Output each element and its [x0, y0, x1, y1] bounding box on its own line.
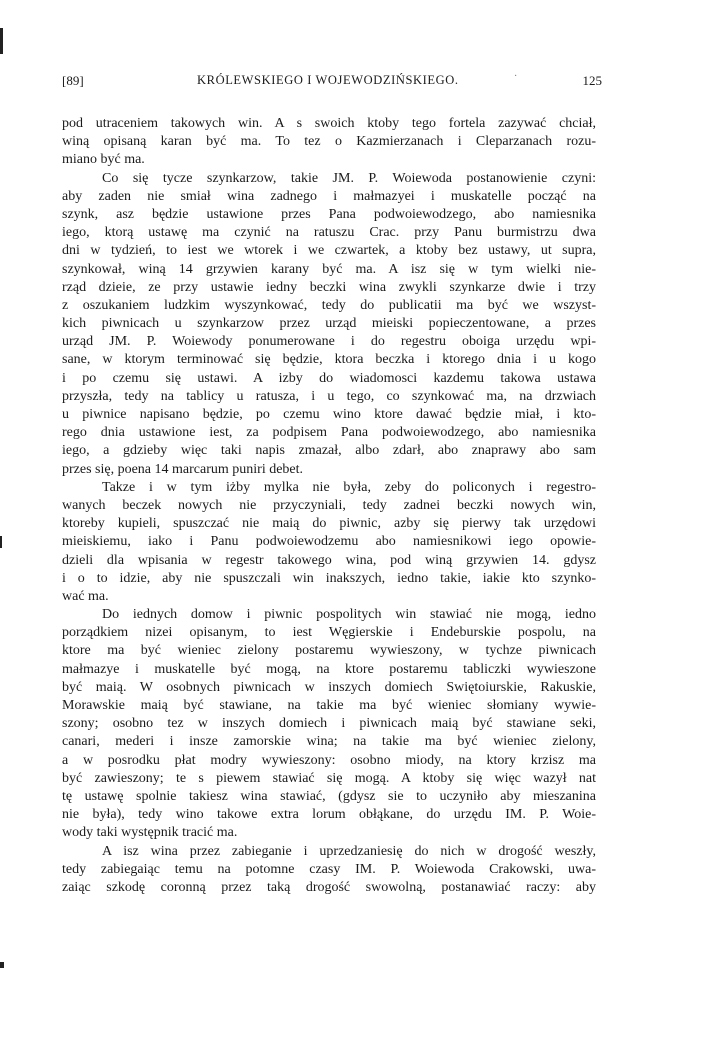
page-number: 125 — [582, 73, 602, 88]
text-line: urząd JM. P. Woiewody ponumerowane i do regestru oboiga urzędu wpi- — [62, 334, 596, 350]
text-line: Morawskie maią być stawiane, na takie ma być wieniec słomiany wywie- — [62, 698, 596, 713]
text-line: tę ustawę spolnie takiesz wina stawiać, (gdysz sie to uczyniło aby mieszanina — [62, 788, 596, 804]
text-line: przes się, poena 14 marcarum puniri debet. — [62, 461, 304, 477]
header-dot: · — [514, 71, 518, 82]
text-line: i po czemu się ustawi. A izby do wiadomosci kazdemu takowa ustawa — [62, 370, 596, 386]
text-line: ktore ma być wieniec zielony postaremu wywieszony, w tychze piwnicach — [62, 643, 596, 659]
text-line: dzieli dla wpisania w regestr takowego wina, pod winą grzywien 14. gdysz — [62, 552, 596, 568]
text-line: iego, ktorą ustawę ma czynić na ratuszu Crac. przy Panu burmistrzu dwa — [62, 225, 596, 241]
scan-edge-mark — [0, 536, 2, 548]
text-line: szony; osobno tez w inszych domiech i piwnicach maią być stawiane seki, — [62, 716, 596, 732]
text-line: rego dnia ustawione iest, za podpisem Pana podwoiewodzego, abo namiesnika — [62, 425, 596, 441]
text-line: rząd dzieie, ze przy ustawie iedny beczki wina zwykli szynkarze dwie i trzy — [62, 279, 596, 295]
text-line: u piwnice napisano będzie, po czemu wino ktore dawać będzie miał, i kto- — [62, 407, 596, 422]
page-reference: [89] — [62, 73, 84, 88]
text-line: porządkiem nizei opisanym, to iest Węgierskie i Endeburskie pospolu, na — [62, 625, 596, 641]
text-line: wanych beczek nowych nie przyczyniali, tedy zadnei beczki nowych win, — [62, 497, 596, 513]
text-line: małmazye i muskatelle być mogą, na ktore postaremu tabliczki wywieszone — [62, 661, 596, 677]
text-line: miano być ma. — [62, 152, 145, 168]
text-line: szynk, asz będzie ustawione przes Pana podwoiewodzego, abo namiesnika — [62, 206, 596, 222]
running-title: KRÓLEWSKIEGO I WOJEWODZIŃSKIEGO. — [197, 73, 459, 87]
text-line: i o to idzie, aby nie spuszczali win inakszych, iedno takie, iakie kto szynko- — [62, 570, 596, 586]
text-line: nie była), tedy wino takowe extra lorum obłąkane, do urzędu IM. P. Woie- — [62, 807, 596, 823]
text-line: mieiskiemu, iako i Panu podwoiewodzemu abo namiesnikowi iego opowie- — [62, 534, 596, 550]
text-line: być maią. W osobnych piwnicach w inszych domiech Swiętoiurskie, Rakuskie, — [62, 679, 596, 695]
text-line: dni w tydzień, to iest we wtorek i we czwartek, a ktoby bez ustawy, ut supra, — [62, 243, 596, 259]
text-line: a w posrodku płat modry wywieszony: osobno miody, na ktory krzisz ma — [62, 752, 596, 768]
text-line: iego, a gdzieby więc taki napis zmazał, albo zdarł, abo znaprawy abo sam — [62, 443, 596, 459]
scan-edge-mark — [0, 962, 4, 968]
text-line: Takze i w tym iżby mylka nie była, zeby do policonych i regestro- — [102, 479, 596, 495]
scan-edge-mark — [0, 28, 3, 54]
text-line: pod utraceniem takowych win. A s swoich ktoby tego fortela zazywać chciał, — [62, 116, 596, 131]
running-header — [62, 73, 602, 93]
text-line: zaiąc szkodę coronną przez taką drogość swowolną, postanawiać raczy: aby — [62, 879, 596, 895]
text-line: przyszła, tedy na tablicy u ratusza, i u tego, co szynkować ma, na drzwiach — [62, 388, 596, 404]
text-line: winą opisaną karan być ma. To tez o Kazmierzanach i Cleparzanach rozu- — [62, 134, 596, 150]
text-line: wody taki występnik tracić ma. — [62, 825, 238, 841]
text-line: wać ma. — [62, 588, 109, 604]
text-line: Co się tycze szynkarzow, takie JM. P. Woiewoda postanowienie czyni: — [102, 170, 596, 186]
text-line: sane, w ktorym terminować się będzie, ktora beczka i ktorego dnia i u kogo — [62, 352, 596, 368]
text-line: A isz wina przez zabieganie i uprzedzaniesię do nich w drogość weszły, — [102, 843, 596, 859]
text-line: tedy zabiegaiąc temu na potomne czasy IM. P. Woiewoda Crakowski, uwa- — [62, 861, 596, 877]
text-line: kich piwnicach u szynkarzow przez urząd mieiski popieczentowane, a przes — [62, 316, 596, 332]
text-line: ktoreby kupieli, spuszczać nie maią do piwnic, azby się pierwy tak urzędowi — [62, 516, 596, 532]
text-line: szynkował, winą 14 grzywien karany być ma. A isz się w tym wielki nie- — [62, 261, 596, 277]
body-text — [62, 115, 596, 897]
text-line: canari, mederi i insze zamorskie wina; na takie ma być wieniec zielony, — [62, 734, 596, 750]
text-line: Do iednych domow i piwnic pospolitych win stawiać nie mogą, iedno — [102, 607, 596, 623]
text-line: aby zaden nie smiał wina zadnego i małmazyei i muskatelle począć na — [62, 188, 596, 204]
text-line: być zawieszony; te s piewem stawiać się mogą. A ktoby się więc wazył nat — [62, 770, 596, 786]
text-line: z oszukaniem ludzkim wyszynkować, tedy do publicatii ma być we wszyst- — [62, 297, 596, 313]
